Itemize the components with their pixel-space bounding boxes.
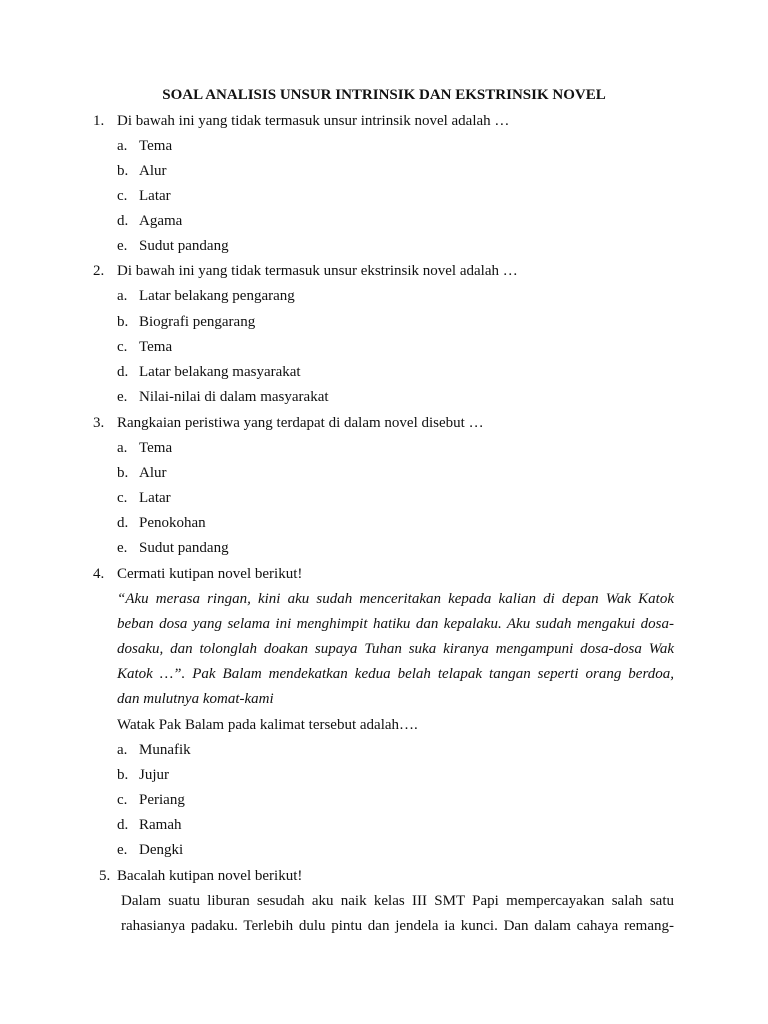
option-letter: b. bbox=[117, 767, 129, 783]
quote-line: dan mulutnya komat-kami bbox=[117, 691, 274, 707]
page-title: SOAL ANALISIS UNSUR INTRINSIK DAN EKSTRINSIK NOVEL bbox=[162, 87, 606, 103]
option-letter: e. bbox=[117, 842, 128, 858]
option-letter: d. bbox=[117, 364, 129, 380]
option-text: Penokohan bbox=[139, 515, 206, 531]
option-text: Dengki bbox=[139, 842, 184, 858]
question-text: Di bawah ini yang tidak termasuk unsur intrinsik novel adalah … bbox=[117, 113, 510, 129]
question-number: 3. bbox=[93, 415, 105, 431]
question-prompt: Watak Pak Balam pada kalimat tersebut adalah…. bbox=[117, 717, 418, 733]
option-text: Tema bbox=[139, 440, 173, 456]
passage-line: Dalam suatu liburan sesudah aku naik kelas III SMT Papi mempercayakan salah satu bbox=[121, 893, 674, 909]
option-text: Agama bbox=[139, 213, 183, 229]
option-letter: c. bbox=[117, 188, 128, 204]
option-letter: d. bbox=[117, 515, 129, 531]
option-text: Sudut pandang bbox=[139, 238, 229, 254]
option-letter: c. bbox=[117, 490, 128, 506]
option-text: Jujur bbox=[139, 767, 169, 783]
question-number: 2. bbox=[93, 263, 105, 279]
option-text: Munafik bbox=[139, 742, 191, 758]
question-text: Cermati kutipan novel berikut! bbox=[117, 566, 303, 582]
option-letter: a. bbox=[117, 440, 128, 456]
option-text: Nilai-nilai di dalam masyarakat bbox=[139, 389, 329, 405]
option-text: Latar belakang masyarakat bbox=[139, 364, 301, 380]
question-text: Bacalah kutipan novel berikut! bbox=[117, 868, 303, 884]
option-letter: e. bbox=[117, 238, 128, 254]
option-letter: b. bbox=[117, 314, 129, 330]
option-text: Periang bbox=[139, 792, 185, 808]
option-letter: d. bbox=[117, 213, 129, 229]
option-letter: b. bbox=[117, 465, 129, 481]
passage-line: rahasianya padaku. Terlebih dulu pintu dan jendela ia kunci. Dan dalam cahaya remang- bbox=[121, 918, 674, 934]
question-number: 5. bbox=[99, 868, 111, 884]
option-text: Latar bbox=[139, 188, 171, 204]
option-text: Biografi pengarang bbox=[139, 314, 256, 330]
option-letter: b. bbox=[117, 163, 129, 179]
option-letter: e. bbox=[117, 540, 128, 556]
option-text: Ramah bbox=[139, 817, 182, 833]
option-text: Latar belakang pengarang bbox=[139, 288, 295, 304]
quote-line: beban dosa yang selama ini menghimpit hatiku dan kepalaku. Aku sudah mengakui dosa- bbox=[117, 616, 674, 632]
option-text: Tema bbox=[139, 138, 173, 154]
option-text: Alur bbox=[139, 163, 167, 179]
question-text: Rangkaian peristiwa yang terdapat di dalam novel disebut … bbox=[117, 415, 484, 431]
question-text: Di bawah ini yang tidak termasuk unsur ekstrinsik novel adalah … bbox=[117, 263, 518, 279]
option-letter: a. bbox=[117, 288, 128, 304]
question-number: 1. bbox=[93, 113, 105, 129]
quote-line: Katok …”. Pak Balam mendekatkan kedua belah telapak tangan seperti orang berdoa, bbox=[117, 666, 674, 682]
option-letter: d. bbox=[117, 817, 129, 833]
option-letter: a. bbox=[117, 742, 128, 758]
option-letter: a. bbox=[117, 138, 128, 154]
quote-line: dosaku, dan tolonglah doakan supaya Tuhan suka kiranya mengampuni dosa-dosa Wak bbox=[117, 641, 674, 657]
question-number: 4. bbox=[93, 566, 105, 582]
option-letter: c. bbox=[117, 792, 128, 808]
option-text: Sudut pandang bbox=[139, 540, 229, 556]
option-letter: c. bbox=[117, 339, 128, 355]
option-text: Tema bbox=[139, 339, 173, 355]
quote-line: “Aku merasa ringan, kini aku sudah menceritakan kepada kalian di depan Wak Katok bbox=[117, 591, 674, 607]
option-text: Latar bbox=[139, 490, 171, 506]
option-text: Alur bbox=[139, 465, 167, 481]
option-letter: e. bbox=[117, 389, 128, 405]
